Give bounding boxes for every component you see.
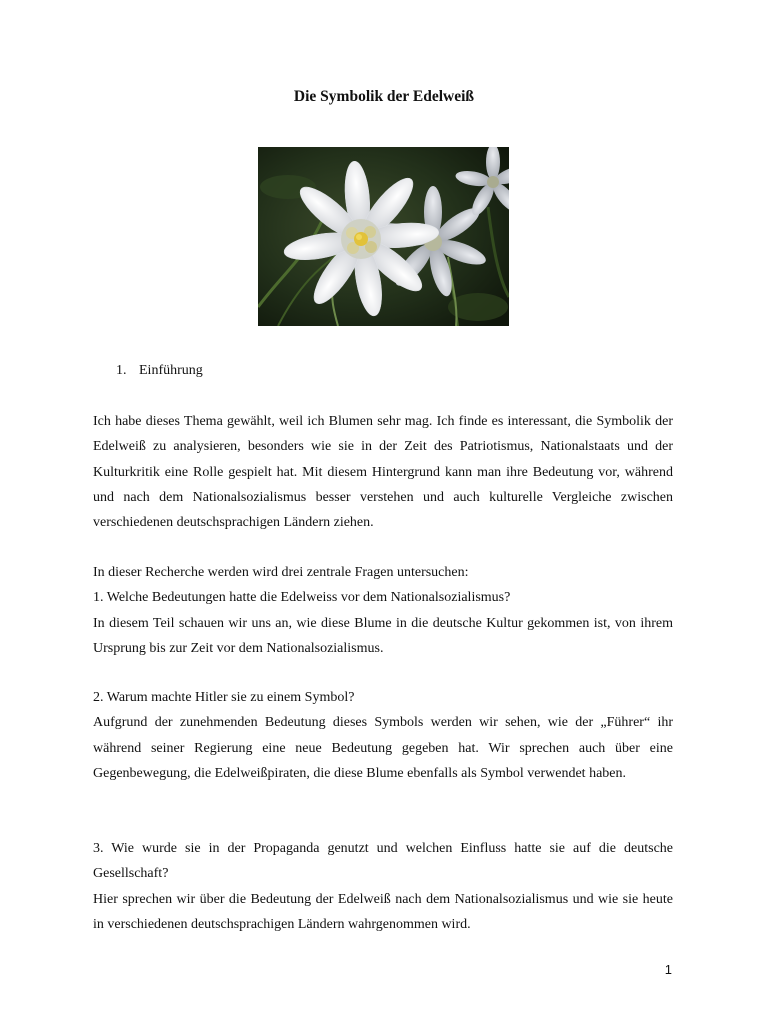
section-heading bbox=[116, 363, 203, 379]
section-number: 1. bbox=[116, 363, 127, 378]
paragraph-intro: Ich habe dieses Thema gewählt, weil ich Blumen sehr mag. Ich finde es interessant, die Symbolik der Edelweiß zu analysieren, besonders wie sie in der Zeit des Patriotismus, Nationalstaats und der Kulturkritik eine Rolle gespielt hat. Mit diesem Hintergrund kann man ihre Bedeutung vor, während und nach dem Nationalsozialismus besser verstehen und auch kulturelle Vergleiche zwischen verschiedenen deutschsprachigen Ländern ziehen. bbox=[93, 414, 673, 531]
section-heading-text: Einführung bbox=[139, 363, 203, 378]
question-2: 2. Warum machte Hitler sie zu einem Symbol? bbox=[93, 690, 355, 705]
paragraph-questions-intro: In dieser Recherche werden wird drei zentrale Fragen untersuchen: bbox=[93, 565, 469, 580]
question-2-block bbox=[93, 685, 673, 786]
question-3: 3. Wie wurde sie in der Propaganda genutzt und welchen Einfluss hatte sie auf die deutsche Gesellschaft? bbox=[93, 841, 673, 882]
page-number: 1 bbox=[664, 962, 672, 977]
question-3-description: Hier sprechen wir über die Bedeutung der Edelweiß nach dem Nationalsozialismus und wie sie heute in verschiedenen deutschsprachigen Ländern wahrgenommen wird. bbox=[93, 891, 673, 932]
question-3-block bbox=[93, 836, 673, 937]
page-title: Die Symbolik der Edelweiß bbox=[293, 88, 475, 105]
question-1: 1. Welche Bedeutungen hatte die Edelweiss vor dem Nationalsozialismus? bbox=[93, 590, 511, 606]
edelweiss-photo bbox=[258, 147, 509, 326]
research-questions-block bbox=[93, 560, 673, 661]
question-1-description: In diesem Teil schauen wir uns an, wie diese Blume in die deutsche Kultur gekommen ist, von ihrem Ursprung bis zur Zeit vor dem Nationalsozialismus. bbox=[93, 615, 673, 656]
question-2-description: Aufgrund der zunehmenden Bedeutung dieses Symbols werden wir sehen, wie der „Führer“ ihr während seiner Regierung eine neue Bedeutung gegeben hat. Wir sprechen auch über eine Gegenbewegung, die Edelweißpiraten, die diese Blume ebenfalls als Symbol verwendet haben. bbox=[93, 715, 673, 781]
